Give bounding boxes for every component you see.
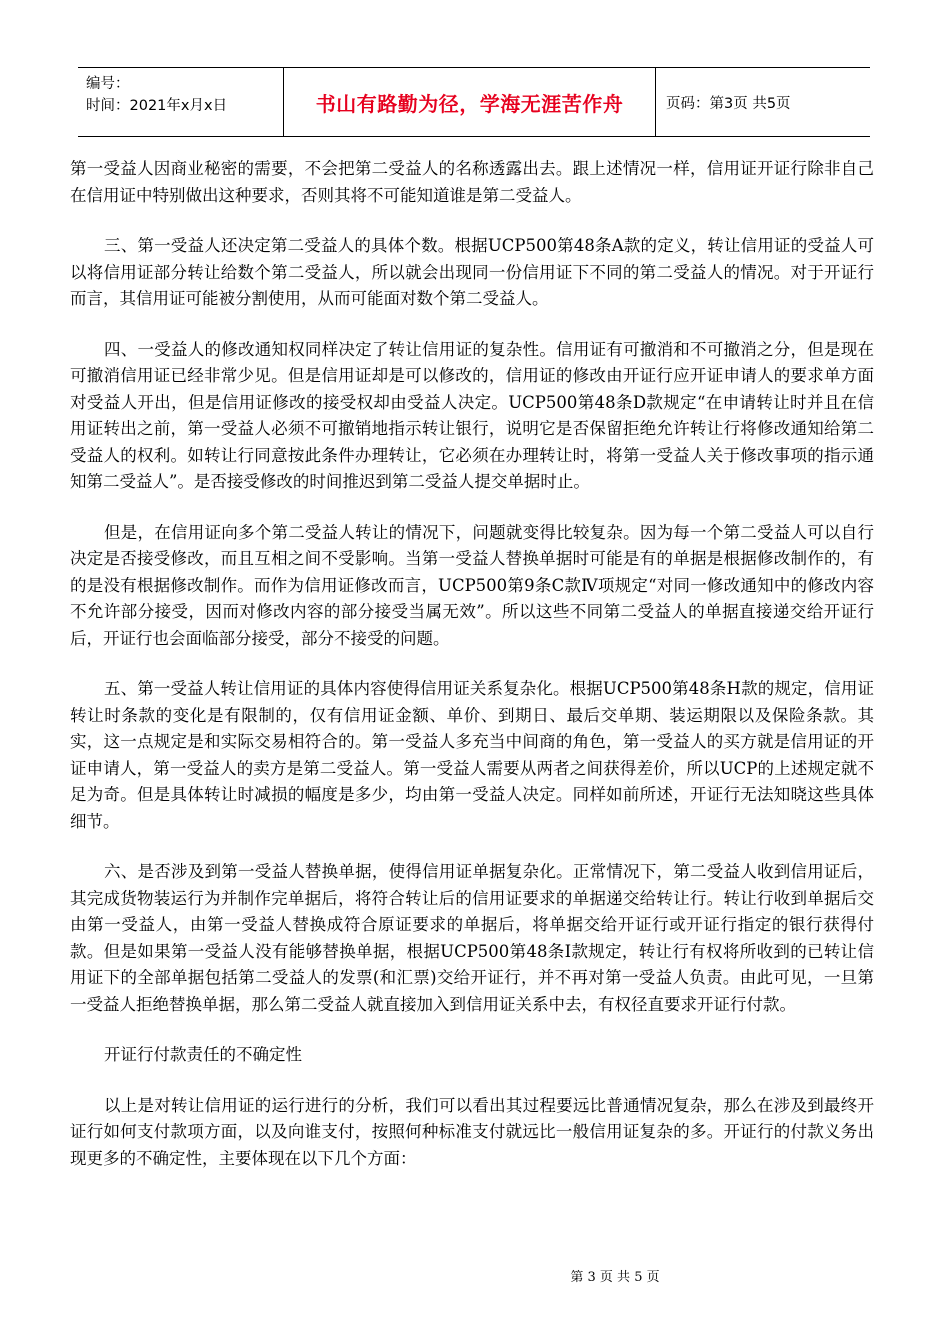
document-body — [70, 156, 874, 1196]
paragraph-5: 五、第一受益人转让信用证的具体内容使得信用证关系复杂化。根据UCP500第48条H款的规定，信用证转让时条款的变化是有限制的，仅有信用证金额、单价、到期日、最后交单期、装运期限以及保险条款。其实，这一点规定是和实际交易相符合的。第一受益人多充当中间商的角色，第一受益人的买方就是信用证的开证申请人，第一受益人的卖方是第二受益人。第一受益人需要从两者之间获得差价，所以UCP的上述规定就不足为奇。但是具体转让时减损的幅度是多少，均由第一受益人决定。同样如前所述，开证行无法知晓这些具体细节。 — [70, 679, 874, 831]
header-table — [78, 67, 870, 137]
header-motto: 书山有路勤为径，学海无涯苦作舟 — [284, 68, 656, 136]
header-page-label: 页码：第3页 共5页 — [666, 95, 791, 112]
section-heading: 开证行付款责任的不确定性 — [104, 1045, 302, 1064]
document-number-label: 编号： — [86, 76, 130, 92]
header-left-cell — [78, 68, 284, 136]
paragraph-2: 三、第一受益人还决定第二受益人的具体个数。根据UCP500第48条A款的定义，转让信用证的受益人可以将信用证部分转让给数个第二受益人，所以就会出现同一份信用证下不同的第二受益人的情况。对于开证行而言，其信用证可能被分割使用，从而可能面对数个第二受益人。 — [70, 236, 874, 308]
page-footer: 第 3 页 共 5 页 — [570, 1270, 660, 1285]
document-time-label: 时间：2021年x月x日 — [86, 98, 228, 114]
paragraph-6: 六、是否涉及到第一受益人替换单据，使得信用证单据复杂化。正常情况下，第二受益人收到信用证后，其完成货物装运行为并制作完单据后，将符合转让后的信用证要求的单据递交给转让行。转让行收到单据后交由第一受益人，由第一受益人替换成符合原证要求的单据后，将单据交给开证行或开证行指定的银行获得付款。但是如果第一受益人没有能够替换单据，根据UCP500第48条I款规定，转让行有权将所收到的已转让信用证下的全部单据包括第二受益人的发票(和汇票)交给开证行，并不再对第一受益人负责。由此可见，一旦第一受益人拒绝替换单据，那么第二受益人就直接加入到信用证关系中去，有权径直要求开证行付款。 — [70, 862, 874, 1014]
paragraph-1: 第一受益人因商业秘密的需要，不会把第二受益人的名称透露出去。跟上述情况一样，信用证开证行除非自己在信用证中特别做出这种要求，否则其将不可能知道谁是第二受益人。 — [70, 159, 874, 205]
paragraph-3: 四、一受益人的修改通知权同样决定了转让信用证的复杂性。信用证有可撤消和不可撤消之分，但是现在可撤消信用证已经非常少见。但是信用证却是可以修改的，信用证的修改由开证行应开证申请人的要求单方面对受益人开出，但是信用证修改的接受权却由受益人决定。UCP500第48条D款规定“在申请转让时并且在信用证转出之前，第一受益人必须不可撤销地指示转让银行，说明它是否保留拒绝允许转让行将修改通知给第二受益人的权利。如转让行同意按此条件办理转让，它必须在办理转让时，将第一受益人关于修改事项的指示通知第二受益人”。是否接受修改的时间推迟到第二受益人提交单据时止。 — [70, 339, 874, 491]
paragraph-4: 但是，在信用证向多个第二受益人转让的情况下，问题就变得比较复杂。因为每一个第二受益人可以自行决定是否接受修改，而且互相之间不受影响。当第一受益人替换单据时可能是有的单据是根据修改制作的，有的是没有根据修改制作。而作为信用证修改而言，UCP500第9条C款Ⅳ项规定“对同一修改通知中的修改内容不允许部分接受，因而对修改内容的部分接受当属无效”。所以这些不同第二受益人的单据直接递交给开证行后，开证行也会面临部分接受，部分不接受的问题。 — [70, 522, 874, 648]
paragraph-7: 以上是对转让信用证的运行进行的分析，我们可以看出其过程要远比普通情况复杂，那么在涉及到最终开证行如何支付款项方面，以及向谁支付，按照何种标准支付就远比一般信用证复杂的多。开证行的付款义务出现更多的不确定性，主要体现在以下几个方面： — [70, 1095, 874, 1168]
